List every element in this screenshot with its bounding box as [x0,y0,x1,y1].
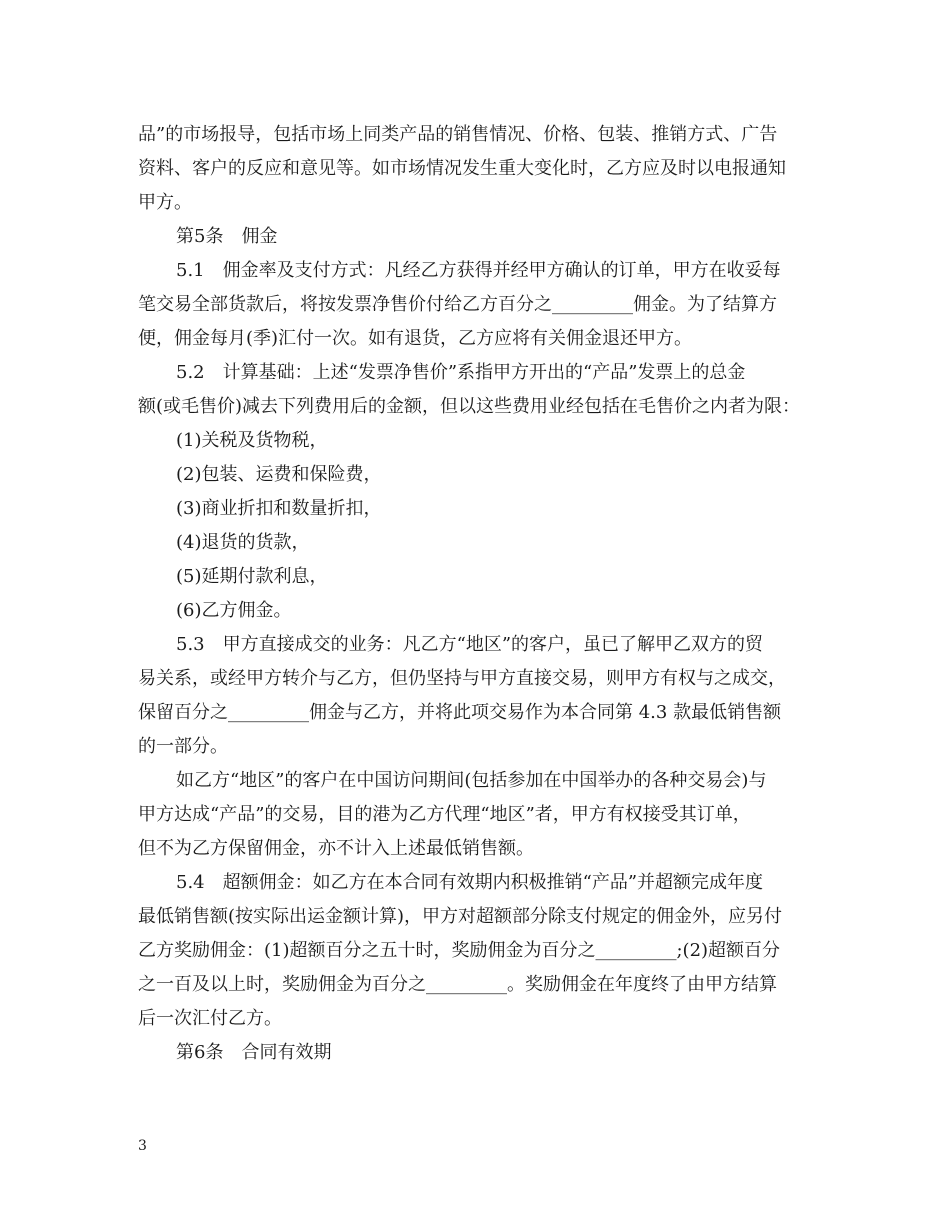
text-line: (5)延期付款利息， [176,566,328,587]
text-line: 5.3 甲方直接成交的业务：凡乙方“地区”的客户，虽已了解甲乙双方的贸 [176,634,764,655]
text-line: (4)退货的货款， [176,532,310,553]
text-line: 甲方达成“产品”的交易，目的港为乙方代理“地区”者，甲方有权接受其订单， [138,804,751,825]
text-line: 甲方。 [138,192,192,213]
text-line: 便，佣金每月(季)汇付一次。如有退货，乙方应将有关佣金退还甲方。 [138,328,693,349]
text-line: 后一次汇付乙方。 [138,1008,282,1029]
text-line: 5.1 佣金率及支付方式：凡经乙方获得并经甲方确认的订单，甲方在收妥每 [176,260,781,281]
text-line: 易关系，或经甲方转介与乙方，但仍坚持与甲方直接交易，则甲方有权与之成交， [138,668,786,689]
text-line: 5.2 计算基础：上述“发票净售价”系指甲方开出的“产品”发票上的总金 [176,362,746,383]
text-line: 第5条 佣金 [176,226,278,247]
text-line: 资料、客户的反应和意见等。如市场情况发生重大变化时，乙方应及时以电报通知 [138,158,786,179]
text-line: (3)商业折扣和数量折扣， [176,498,382,519]
text-line: 乙方奖励佣金：(1)超额百分之五十时，奖励佣金为百分之_________;(2)超额百分 [138,940,781,961]
text-line: 保留百分之_________佣金与乙方，并将此项交易作为本合同第 4.3 款最低销售额 [138,702,782,723]
text-line: 但不为乙方保留佣金，亦不计入上述最低销售额。 [138,838,534,859]
text-line: (2)包装、运费和保险费， [176,464,382,485]
text-line: 额(或毛售价)减去下列费用后的金额，但以这些费用业经包括在毛售价之内者为限： [138,396,801,417]
page-number: 3 [138,1138,147,1154]
text-line: (6)乙方佣金。 [176,600,292,621]
text-line: 品”的市场报导，包括市场上同类产品的销售情况、价格、包装、推销方式、广告 [138,124,778,145]
text-line: 最低销售额(按实际出运金额计算)，甲方对超额部分除支付规定的佣金外，应另付 [138,906,783,927]
document-body [138,118,818,1070]
text-line: 之一百及以上时，奖励佣金为百分之_________。奖励佣金在年度终了由甲方结算 [138,974,777,995]
text-line: 的一部分。 [138,736,228,757]
text-line: 5.4 超额佣金：如乙方在本合同有效期内积极推销“产品”并超额完成年度 [176,872,764,893]
text-line: 如乙方“地区”的客户在中国访问期间(包括参加在中国举办的各种交易会)与 [176,770,767,791]
text-line: (1)关税及货物税， [176,430,328,451]
text-line: 笔交易全部货款后，将按发票净售价付给乙方百分之_________佣金。为了结算方 [138,294,777,315]
text-line: 第6条 合同有效期 [176,1042,332,1063]
